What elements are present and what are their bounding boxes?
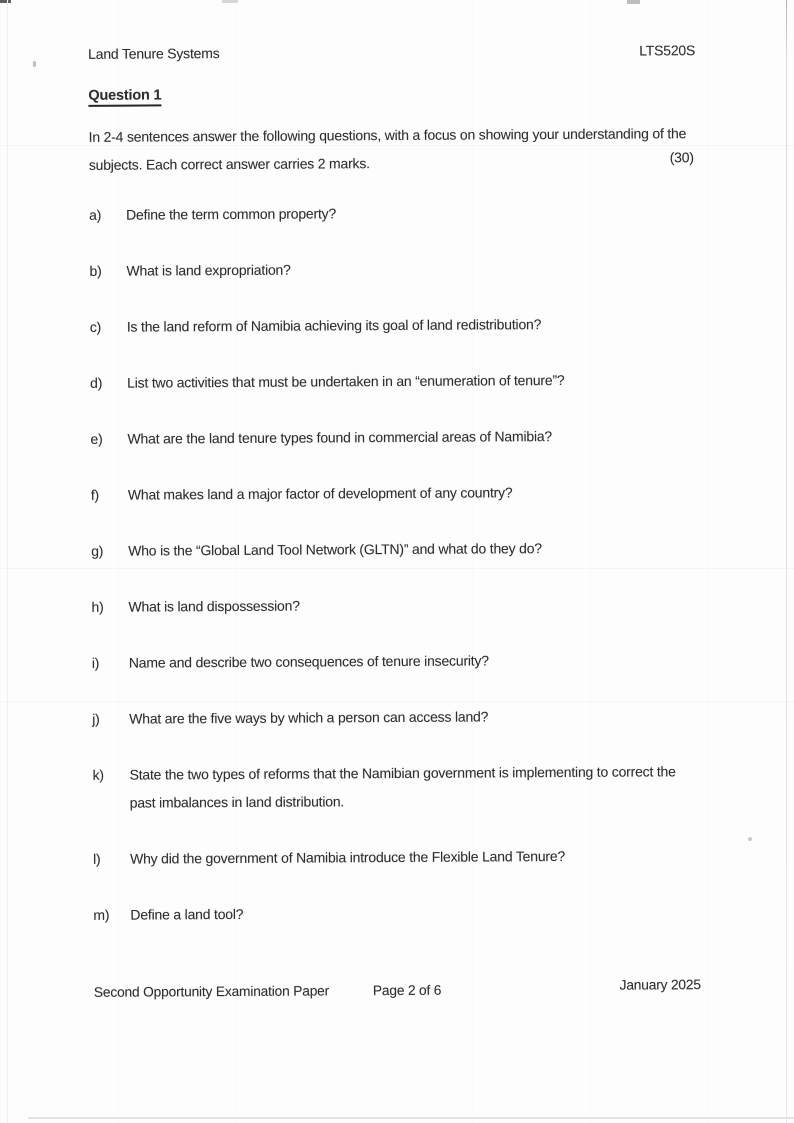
scan-artifact-top-tick: [627, 0, 640, 4]
item-text: What are the land tenure types found in commercial areas of Namibia?: [127, 428, 553, 447]
item-text: Define the term common property?: [126, 205, 337, 223]
question-marks: (30): [669, 149, 694, 166]
question-item-g: [91, 533, 698, 565]
item-text: Why did the government of Namibia introduce the Flexible Land Tenure?: [129, 847, 566, 867]
page-footer: [93, 977, 701, 1003]
question-item-l: [93, 841, 700, 873]
question-item-b: [89, 253, 696, 285]
item-label: a): [89, 206, 102, 223]
item-label: b): [89, 262, 102, 279]
item-label: j): [92, 710, 100, 727]
question-item-list: [89, 197, 700, 929]
question-intro-block: [89, 119, 696, 179]
question-item-m: [93, 897, 700, 929]
scan-artifact-left-edge-line: [7, 0, 8, 1123]
item-label: m): [93, 906, 110, 923]
question-item-d: [90, 365, 697, 397]
question-item-e: [90, 421, 697, 453]
item-text: Is the land reform of Namibia achieving its goal of land redistribution?: [126, 316, 542, 335]
question-item-k: [92, 757, 699, 817]
item-text: What are the five ways by which a person can access land?: [129, 708, 489, 727]
scan-artifact-bottom-edge-line: [28, 1117, 794, 1119]
item-text: What is land dispossession?: [128, 597, 300, 615]
item-text: What is land expropriation?: [126, 261, 291, 279]
question-item-c: [90, 309, 697, 341]
question-item-h: [91, 589, 698, 621]
scan-artifact-right-edge-line: [786, 0, 787, 1123]
course-code: LTS520S: [639, 42, 696, 59]
item-label: l): [93, 850, 101, 867]
item-label: g): [91, 542, 104, 559]
item-text: Who is the “Global Land Tool Network (GLTN)” and what do they do?: [128, 540, 542, 559]
footer-page-number: Page 2 of 6: [372, 982, 442, 999]
question-item-i: [92, 645, 699, 677]
question-item-j: [92, 701, 699, 733]
item-text: List two activities that must be undertaken in an “enumeration of tenure”?: [127, 371, 565, 391]
question-intro: In 2-4 sentences answer the following questions, with a focus on showing your understanding of the subjects. Each correct answer carries 2 marks.: [88, 125, 687, 173]
scan-artifact-speck: [33, 61, 36, 67]
item-text: Name and describe two consequences of tenure insecurity?: [128, 652, 489, 671]
item-label: k): [92, 766, 104, 783]
item-text: Define a land tool?: [130, 905, 244, 923]
item-text: What makes land a major factor of development of any country?: [127, 484, 513, 503]
item-label: h): [91, 598, 104, 615]
question-item-a: [89, 197, 696, 229]
footer-date: January 2025: [619, 977, 701, 993]
question-item-f: [91, 477, 698, 509]
scan-artifact-top-left-dash: [0, 0, 11, 3]
course-title: Land Tenure Systems: [88, 45, 220, 62]
item-label: d): [90, 374, 103, 391]
scan-artifact-speck: [748, 837, 752, 841]
item-label: e): [90, 430, 103, 447]
item-text: State the two types of reforms that the Namibian government is implementing to correct the past imbalances in land distribution.: [129, 763, 676, 811]
exam-paper-page: [88, 42, 701, 1003]
item-label: f): [90, 486, 100, 503]
scan-artifact-top-smudge: [222, 0, 238, 3]
item-label: i): [91, 654, 100, 671]
question-title: Question 1: [88, 87, 161, 106]
item-label: c): [89, 318, 102, 335]
footer-paper-name: Second Opportunity Examination Paper: [93, 983, 330, 1000]
